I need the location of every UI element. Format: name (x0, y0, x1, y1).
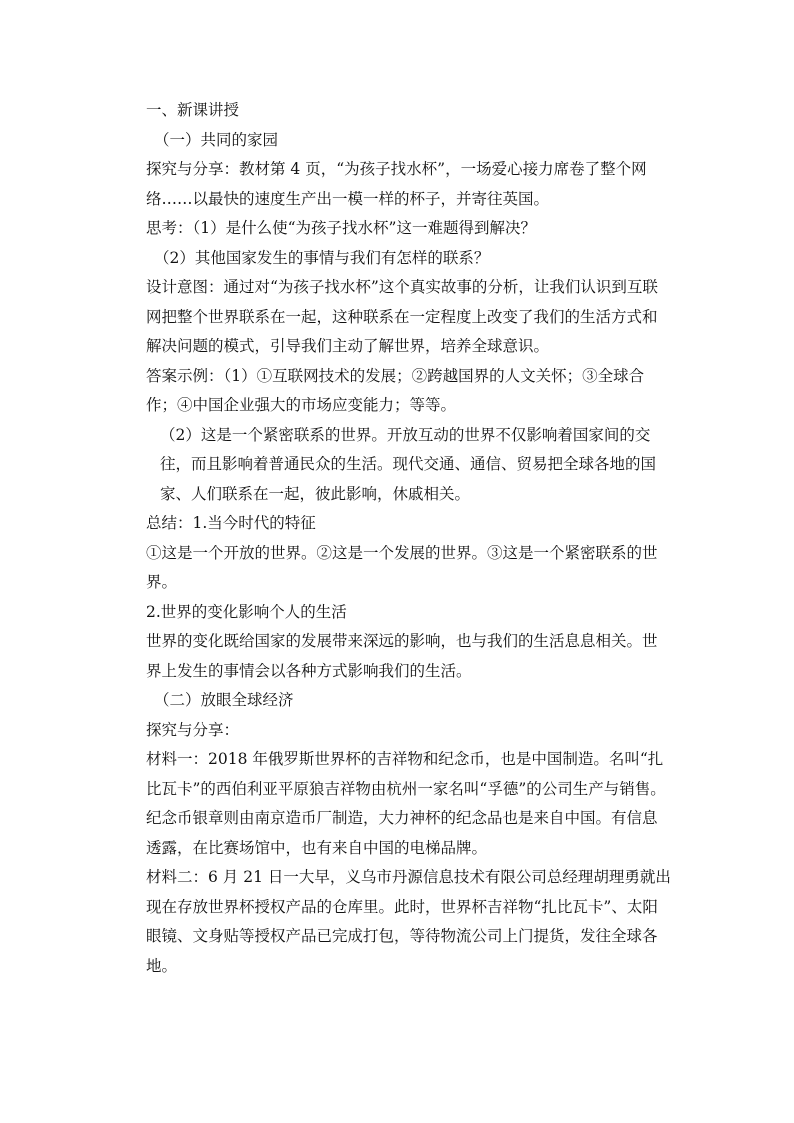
subsection-heading: （一）共同的家园 (154, 130, 279, 149)
paragraph: 设计意图：通过对“为孩子找水杯”这个真实故事的分析，让我们认识到互联网把整个世界联系在一起，这种联系在一定程度上改变了我们的生活方式和解决问题的模式，引导我们主动了解世界，培养全球意识。 (146, 278, 658, 355)
paragraph: 2.世界的变化影响个人的生活 (146, 602, 347, 621)
paragraph: 总结：1.当今时代的特征 (146, 514, 316, 532)
paragraph: ①这是一个开放的世界。②这是一个发展的世界。③这是一个紧密联系的世界。 (146, 543, 658, 591)
paragraph: 探究与分享： (146, 720, 240, 739)
paragraph: 材料一：2018 年俄罗斯世界杯的吉祥物和纪念币，也是中国制造。名叫“扎比瓦卡”的西伯利亚平原狼吉祥物由杭州一家名叫“孚德”的公司生产与销售。纪念币银章则由南京造币厂制造，大力神杯的纪念品也是来自中国。有信息透露，在比赛场馆中，也有来自中国的电梯品牌。 (146, 750, 666, 857)
document-body (146, 96, 672, 981)
paragraph: 探究与分享：教材第 4 页，“为孩子找水杯”，一场爱心接力席卷了整个网络……以最快的速度生产出一模一样的杯子，并寄往英国。 (146, 160, 647, 208)
paragraph: 思考：（1）是什么使“为孩子找水杯”这一难题得到解决？ (146, 219, 536, 237)
paragraph: （2）其他国家发生的事情与我们有怎样的联系？ (154, 248, 490, 267)
paragraph: （2）这是一个紧密联系的世界。开放互动的世界不仅影响着国家间的交往，而且影响着普通民众的生活。现代交通、通信、贸易把全球各地的国家、人们联系在一起，彼此影响，休戚相关。 (160, 425, 657, 503)
paragraph: 世界的变化既给国家的发展带来深远的影响，也与我们的生活息息相关。世界上发生的事情会以各种方式影响我们的生活。 (146, 632, 658, 680)
paragraph: 材料二：6 月 21 日一大早，义乌市丹源信息技术有限公司总经理胡理勇就出现在存放世界杯授权产品的仓库里。此时，世界杯吉祥物“扎比瓦卡”、太阳眼镜、文身贴等授权产品已完成打包，等待物流公司上门提货，发往全球各地。 (146, 868, 671, 975)
paragraph: 答案示例：（1）①互联网技术的发展；②跨越国界的人文关怀；③全球合作；④中国企业强大的市场应变能力；等等。 (146, 366, 645, 414)
section-heading: 一、新课讲授 (146, 101, 240, 119)
subsection-heading: （二）放眼全球经济 (154, 691, 294, 709)
